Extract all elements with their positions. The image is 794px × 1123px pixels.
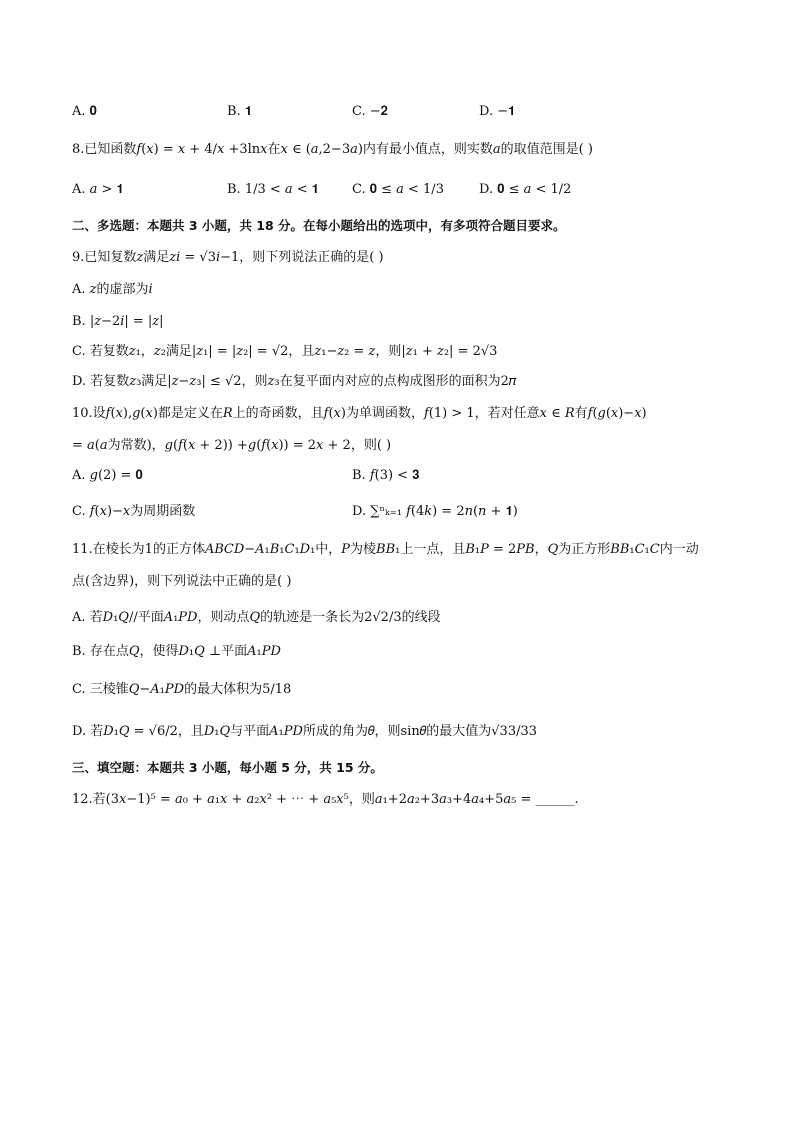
q7-option-c: C. −𝟐 xyxy=(352,104,388,119)
section-3-heading: 三、填空题：本题共 3 小题，每小题 5 分，共 15 分。 xyxy=(72,760,383,775)
q11-stem-line1: 11.在棱长为1的正方体𝐴𝐵𝐶𝐷−𝐴₁𝐵₁𝐶₁𝐷₁中，𝑃为棱𝐵𝐵₁上一点，且𝐵₁𝑃 = 2𝑃𝐵，𝑄为正方形𝐵𝐵₁𝐶₁𝐶内一动 xyxy=(72,542,699,557)
q9-option-b: B. |𝑧−2𝑖| = |𝑧| xyxy=(72,314,164,329)
q7-option-b: B. 𝟏 xyxy=(227,104,253,119)
q9-option-d: D. 若复数𝑧₃满足|𝑧−𝑧₃| ≤ √2，则𝑧₃在复平面内对应的点构成图形的面积为2𝜋 xyxy=(72,374,517,389)
q12-stem: 12.若(3𝑥−1)⁵ = 𝑎₀ + 𝑎₁𝑥 + 𝑎₂𝑥² + ⋯ + 𝑎₅𝑥⁵，则𝑎₁+2𝑎₂+3𝑎₃+4𝑎₄+5𝑎₅ = ______. xyxy=(72,792,579,807)
q11-stem-line2: 点(含边界)，则下列说法中正确的是( ) xyxy=(72,574,292,589)
q11-option-c: C. 三棱锥𝑄−𝐴₁𝑃𝐷的最大体积为5/18 xyxy=(72,682,292,697)
q10-option-a: A. 𝑔(2) = 𝟎 xyxy=(72,468,143,483)
q8-option-b: B. 1/3 < 𝑎 < 𝟏 xyxy=(227,182,320,197)
q9-option-a: A. 𝑧的虚部为𝑖 xyxy=(72,282,153,297)
q8-option-c: C. 𝟎 ≤ 𝑎 < 1/3 xyxy=(352,182,444,197)
q8-option-a: A. 𝑎 > 𝟏 xyxy=(72,182,124,197)
q10-option-b: B. 𝑓(3) < 𝟑 xyxy=(352,468,420,483)
q7-option-d: D. −𝟏 xyxy=(479,104,516,119)
q11-option-d: D. 若𝐷₁𝑄 = √6/2，且𝐷₁𝑄与平面𝐴₁𝑃𝐷所成的角为𝜃，则sin𝜃的最大值为√33/33 xyxy=(72,724,538,739)
q9-stem: 9.已知复数𝑧满足𝑧𝑖 = √3𝑖−1，则下列说法正确的是( ) xyxy=(72,250,384,265)
q10-option-c: C. 𝑓(𝑥)−𝑥为周期函数 xyxy=(72,504,196,519)
q9-option-c: C. 若复数𝑧₁，𝑧₂满足|𝑧₁| = |𝑧₂| = √2，且𝑧₁−𝑧₂ = 𝑧，则|𝑧₁ + 𝑧₂| = 2√3 xyxy=(72,344,498,359)
q10-option-d: D. ∑ⁿₖ₌₁ 𝑓(4𝑘) = 2𝑛(𝑛 + 𝟏) xyxy=(352,504,518,519)
q7-option-a: A. 𝟎 xyxy=(72,104,97,119)
section-2-heading: 二、多选题：本题共 3 小题，共 18 分。在每小题给出的选项中，有多项符合题目要求。 xyxy=(72,218,566,233)
q8-option-d: D. 𝟎 ≤ 𝑎 < 1/2 xyxy=(479,182,572,197)
q8-stem: 8.已知函数𝑓(𝑥) = 𝑥 + 4/𝑥 +3ln𝑥在𝑥 ∈ (𝑎,2−3𝑎)内有最小值点，则实数𝑎的取值范围是( ) xyxy=(72,142,593,157)
q10-stem-line2: = 𝑎(𝑎为常数)，𝑔(𝑓(𝑥 + 2)) +𝑔(𝑓(𝑥)) = 2𝑥 + 2，则( ) xyxy=(72,438,392,453)
q11-option-b: B. 存在点𝑄，使得𝐷₁𝑄 ⊥平面𝐴₁𝑃𝐷 xyxy=(72,644,281,659)
q11-option-a: A. 若𝐷₁𝑄//平面𝐴₁𝑃𝐷，则动点𝑄的轨迹是一条长为2√2/3的线段 xyxy=(72,610,441,625)
q10-stem-line1: 10.设𝑓(𝑥),𝑔(𝑥)都是定义在𝑅上的奇函数，且𝑓(𝑥)为单调函数，𝑓(1) > 1，若对任意𝑥 ∈ 𝑅有𝑓(𝑔(𝑥)−𝑥) xyxy=(72,406,647,421)
